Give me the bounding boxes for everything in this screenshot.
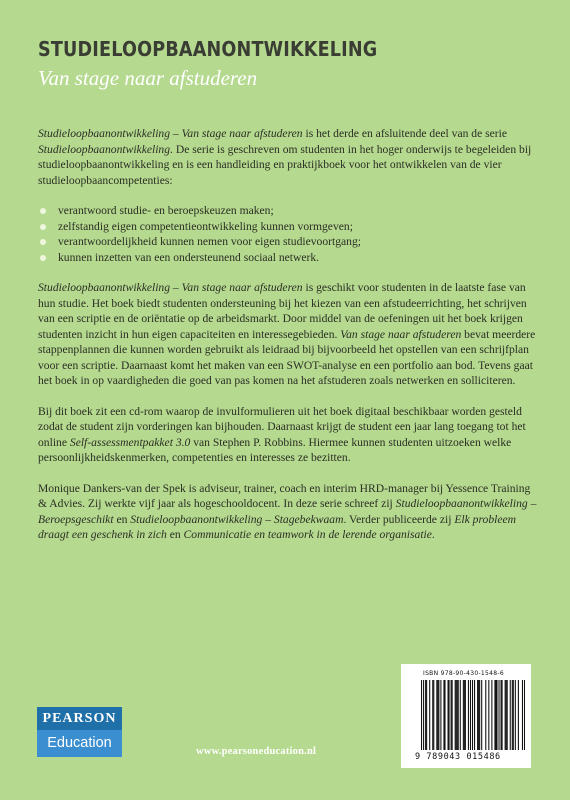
barcode-bar xyxy=(438,680,439,750)
list-item: zelfstandig eigen competentieontwikkeling kunnen vormgeven; xyxy=(38,219,538,235)
barcode-bar xyxy=(501,680,502,750)
author-text-and: en xyxy=(113,512,131,526)
barcode-bar xyxy=(481,680,482,750)
barcode-bar xyxy=(518,680,519,750)
author-text-end: . xyxy=(431,528,435,541)
barcode-bar xyxy=(513,680,514,750)
barcode-bar xyxy=(488,680,489,750)
barcode-bar xyxy=(512,680,513,750)
barcode-bar xyxy=(425,680,426,750)
description-text: is geschikt voor studenten in de laatste fase van hun studie. Het boek biedt studenten ondersteuning bij het kiezen van een afstudeerrichting, het schrijven van een scriptie en de oriëntatie op de arbeidsmarkt. Door middel van de oefeningen uit het boek krijgen studenten inzicht in hun eigen capaciteiten en interessegebieden. xyxy=(38,281,527,341)
barcode-bar xyxy=(468,680,469,750)
book-title-italic: Studieloopbaanontwikkeling – Van stage naar afstuderen xyxy=(38,281,303,294)
series-title-italic: Studieloopbaanontwikkeling – Van stage naar afstuderen xyxy=(38,127,303,140)
barcode-bar xyxy=(423,680,424,750)
barcode-bar xyxy=(452,680,453,750)
self-assessment-italic: Self-assessmentpakket 3.0 xyxy=(69,435,191,449)
barcode-bar xyxy=(436,680,437,750)
logo-education-text: Education xyxy=(37,730,122,757)
barcode-bar xyxy=(470,680,471,750)
intro-text: is het derde en afsluitende deel van de serie xyxy=(302,127,508,140)
logo-pearson-text: PEARSON xyxy=(37,707,122,730)
related-book-3: Elk probleem draagt een geschenk in zich xyxy=(38,512,517,541)
barcode-bar xyxy=(510,680,511,750)
subtitle-italic: Van stage naar afstuderen xyxy=(340,327,462,341)
barcode-bar xyxy=(449,680,450,750)
series-name-italic: Studieloopbaanontwikkeling xyxy=(38,142,171,156)
barcode-bar xyxy=(440,680,441,750)
barcode-bar xyxy=(479,680,480,750)
book-subtitle: Van stage naar afstuderen xyxy=(38,66,258,90)
barcode-bar xyxy=(472,680,473,750)
related-book-1: Studieloopbaanontwikkeling – Beroepsgeschikt xyxy=(38,497,537,526)
barcode-bar xyxy=(465,680,466,750)
publisher-url: www.pearsoneducation.nl xyxy=(196,746,317,757)
barcode-bar xyxy=(444,680,445,750)
author-text-and-2: en xyxy=(166,528,184,541)
barcode-bar xyxy=(515,680,516,750)
barcode-bar xyxy=(507,680,508,750)
list-item: verantwoord studie- en beroepskeuzen maken; xyxy=(38,203,538,219)
barcode-bar xyxy=(522,680,523,750)
barcode-bar xyxy=(451,680,452,750)
author-paragraph xyxy=(38,481,538,543)
book-title: STUDIELOOPBAANONTWIKKELING xyxy=(38,37,378,61)
barcode-bar xyxy=(464,680,465,750)
barcode-bar xyxy=(426,680,427,750)
barcode-bar xyxy=(457,680,458,750)
isbn-label: ISBN 978-90-430-1548-6 xyxy=(423,670,504,677)
list-item: verantwoordelijkheid kunnen nemen voor eigen studievoortgang; xyxy=(38,234,538,250)
cdrom-text-continued: van Stephen P. Robbins. Hiermee kunnen studenten uitzoeken welke persoonlijkheidskenmerken, competenties en interesses ze bezitten. xyxy=(38,435,512,464)
author-text: Monique Dankers-van der Spek is adviseur, trainer, coach en interim HRD-manager bij Yessence Training & Advies. Zij werkte vijf jaar als hogeschooldocent. In deze serie schreef zij xyxy=(38,481,531,510)
barcode-bar xyxy=(456,680,457,750)
cdrom-text: Bij dit boek zit een cd-rom waarop de invulformulieren uit het boek digitaal beschikbaar worden gesteld zodat de student zijn vorderingen kan bijhouden. Daarnaast krijgt de student een jaar lang toegang tot het online xyxy=(38,404,526,449)
barcode-bar xyxy=(433,680,434,750)
barcode xyxy=(421,680,525,750)
barcode-bar xyxy=(463,680,464,750)
list-item: kunnen inzetten van een ondersteunend sociaal netwerk. xyxy=(38,250,538,266)
barcode-bar xyxy=(448,680,449,750)
barcode-bar xyxy=(455,680,456,750)
barcode-bar xyxy=(505,680,506,750)
barcode-bar xyxy=(477,680,478,750)
barcode-bar xyxy=(485,680,486,750)
description-paragraph xyxy=(38,280,538,389)
barcode-digits: 9 789043 015486 xyxy=(415,752,501,762)
barcode-bar xyxy=(458,680,459,750)
pearson-education-logo xyxy=(37,707,122,757)
barcode-bar xyxy=(502,680,503,750)
barcode-bar xyxy=(443,680,444,750)
barcode-bar xyxy=(474,680,475,750)
barcode-bar xyxy=(460,680,461,750)
description-text-continued: bevat meerdere stappenplannen die kunnen worden gebruikt als leidraad bij bijvoorbeeld het opstellen van een schrijfplan voor een scriptie. Daarnaast komt het maken van een SWOT-analyse en een portfolio aan bod. Tevens gaat het boek in op vaardigheden die goed van pas komen na het afstuderen zoals netwerken en solliciteren. xyxy=(38,327,536,387)
barcode-bar xyxy=(491,680,492,750)
author-text-further: . Verder publiceerde zij xyxy=(343,512,455,526)
isbn-barcode-box xyxy=(401,664,531,768)
barcode-bar xyxy=(506,680,507,750)
barcode-bar xyxy=(498,680,499,750)
barcode-bar xyxy=(429,680,430,750)
barcode-bar xyxy=(496,680,497,750)
barcode-bar xyxy=(524,680,525,750)
barcode-bar xyxy=(432,680,433,750)
competency-list xyxy=(38,203,538,265)
intro-paragraph xyxy=(38,126,538,188)
blurb xyxy=(38,126,538,558)
barcode-bar xyxy=(421,680,422,750)
barcode-bar xyxy=(495,680,496,750)
barcode-bar xyxy=(478,680,479,750)
barcode-bar xyxy=(494,680,495,750)
barcode-bar xyxy=(437,680,438,750)
related-book-4: Communicatie en teamwork in de lerende organisatie xyxy=(183,528,432,541)
related-book-2: Studieloopbaanontwikkeling – Stagebekwaam xyxy=(130,512,344,526)
intro-text-continued: . De serie is geschreven om studenten in het hoger onderwijs te begeleiden bij studieloopbaanontwikkeling en is een handleiding en praktijkboek voor het ontwikkelen van de vier studieloopbaancompetenties: xyxy=(38,142,532,187)
cdrom-paragraph xyxy=(38,404,538,466)
